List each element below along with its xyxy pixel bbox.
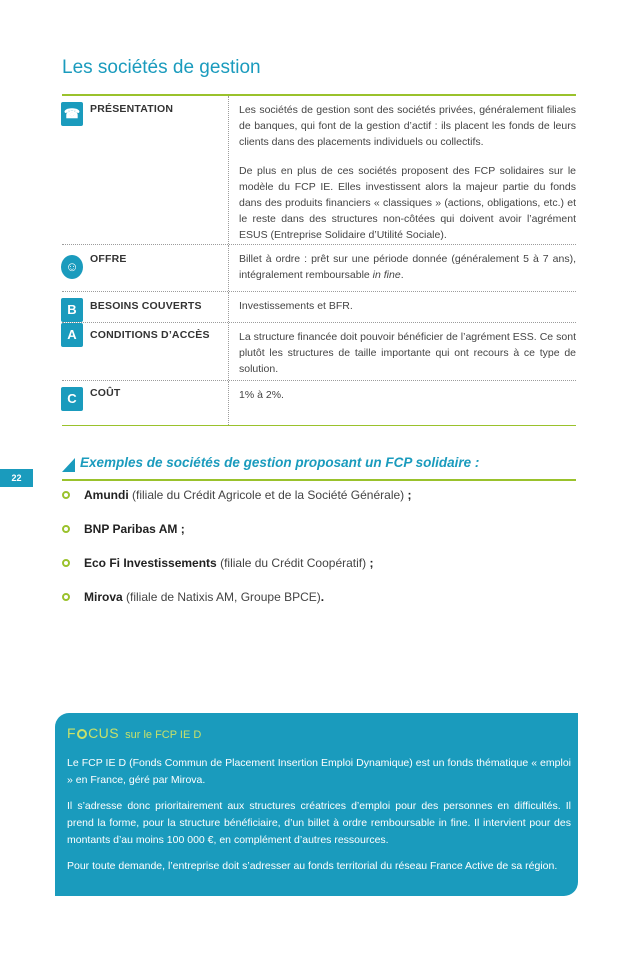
bullet-icon [62, 593, 70, 601]
row-label: COÛT [90, 387, 121, 399]
bullet-icon [62, 525, 70, 533]
paragraph: Les sociétés de gestion sont des sociétés privées, généralement filiales de banques, qui font de la gestion d’actif : ils placent les fonds de leurs clients dans des placements individuels ou collectifs. [239, 104, 576, 148]
list-item [62, 487, 582, 521]
magnifier-icon [77, 729, 87, 739]
row-label: PRÉSENTATION [90, 103, 174, 115]
list-item [62, 555, 582, 589]
row-cout [62, 380, 576, 426]
text: . [400, 269, 404, 281]
item-detail: (filiale du Crédit Agricole et de la Société Générale) [128, 488, 405, 502]
examples-header [62, 455, 576, 481]
offre-icon: ☺ [61, 255, 83, 279]
row-content: 1% à 2%. [228, 381, 576, 425]
focus-box [55, 713, 578, 896]
item-detail: (filiale de Natixis AM, Groupe BPCE) [122, 590, 321, 604]
row-content: La structure financée doit pouvoir bénéficier de l’agrément ESS. Ce sont plutôt les structures de taille importante qui ont recours à ce type de solution. [228, 323, 576, 380]
info-table [62, 94, 576, 426]
paragraph: Le FCP IE D (Fonds Commun de Placement Insertion Emploi Dynamique) est un fonds thématique « emploi » en France, géré par Mirova. [67, 757, 571, 786]
list-item [62, 521, 582, 555]
row-label: OFFRE [90, 253, 127, 265]
examples-list [62, 487, 582, 623]
paragraph: Il s’adresse donc prioritairement aux structures créatrices d’emploi pour des personnes en difficultés. Il prend la forme, pour la structure bénéficiaire, d’un billet à ordre remboursable in fine. Il intervient pour des montants d’au moins 100 000 €, en complément d’autres ressources. [67, 800, 571, 846]
item-end: ; [366, 556, 374, 570]
item-name: Eco Fi Investissements [84, 556, 217, 570]
item-name: Amundi [84, 488, 129, 502]
examples-title: Exemples de sociétés de gestion proposant un FCP solidaire : [80, 455, 480, 470]
item-name: Mirova [84, 590, 123, 604]
paragraph: De plus en plus de ces sociétés proposent des FCP solidaires sur le modèle du FCP IE. Elles investissent alors la majeur partie du fonds dans des produits financiers « classiques » (actions, obligations, etc.) et le reste dans des structures non-côtées qui doivent avoir l’agrément ESUS (Entreprise Solidaire d’Utilité Sociale). [239, 165, 576, 241]
item-name: BNP Paribas AM ; [84, 522, 185, 536]
cout-icon: C [61, 387, 83, 411]
item-end: . [320, 590, 325, 604]
text: Billet à ordre : prêt sur une période donnée (généralement 5 à 7 ans), intégralement remboursable [239, 253, 576, 281]
focus-word-start: F [67, 725, 77, 741]
conditions-icon: A [61, 323, 83, 347]
page-number: 22 [0, 469, 33, 487]
row-offre [62, 244, 576, 291]
list-item [62, 589, 582, 623]
focus-body [67, 755, 571, 884]
row-label: BESOINS COUVERTS [90, 300, 202, 312]
focus-subtitle: sur le FCP IE D [125, 729, 202, 741]
bullet-icon [62, 559, 70, 567]
triangle-icon [62, 458, 75, 472]
focus-word-end: CUS [88, 725, 120, 741]
bullet-icon [62, 491, 70, 499]
row-content [228, 96, 576, 244]
besoins-icon: B [61, 298, 83, 322]
item-detail: (filiale du Crédit Coopératif) [216, 556, 367, 570]
focus-header [67, 725, 201, 743]
paragraph: Pour toute demande, l’entreprise doit s’adresser au fonds territorial du réseau France Active de sa région. [67, 860, 558, 872]
row-label: CONDITIONS D’ACCÈS [90, 329, 210, 341]
row-conditions [62, 322, 576, 380]
row-content: Investissements et BFR. [228, 292, 576, 322]
item-end: ; [404, 488, 412, 502]
row-content [228, 245, 576, 291]
page-title: Les sociétés de gestion [62, 57, 261, 78]
row-presentation [62, 94, 576, 244]
presentation-icon: ☎ [61, 102, 83, 126]
row-besoins [62, 291, 576, 322]
text-italic: in fine [372, 269, 401, 281]
